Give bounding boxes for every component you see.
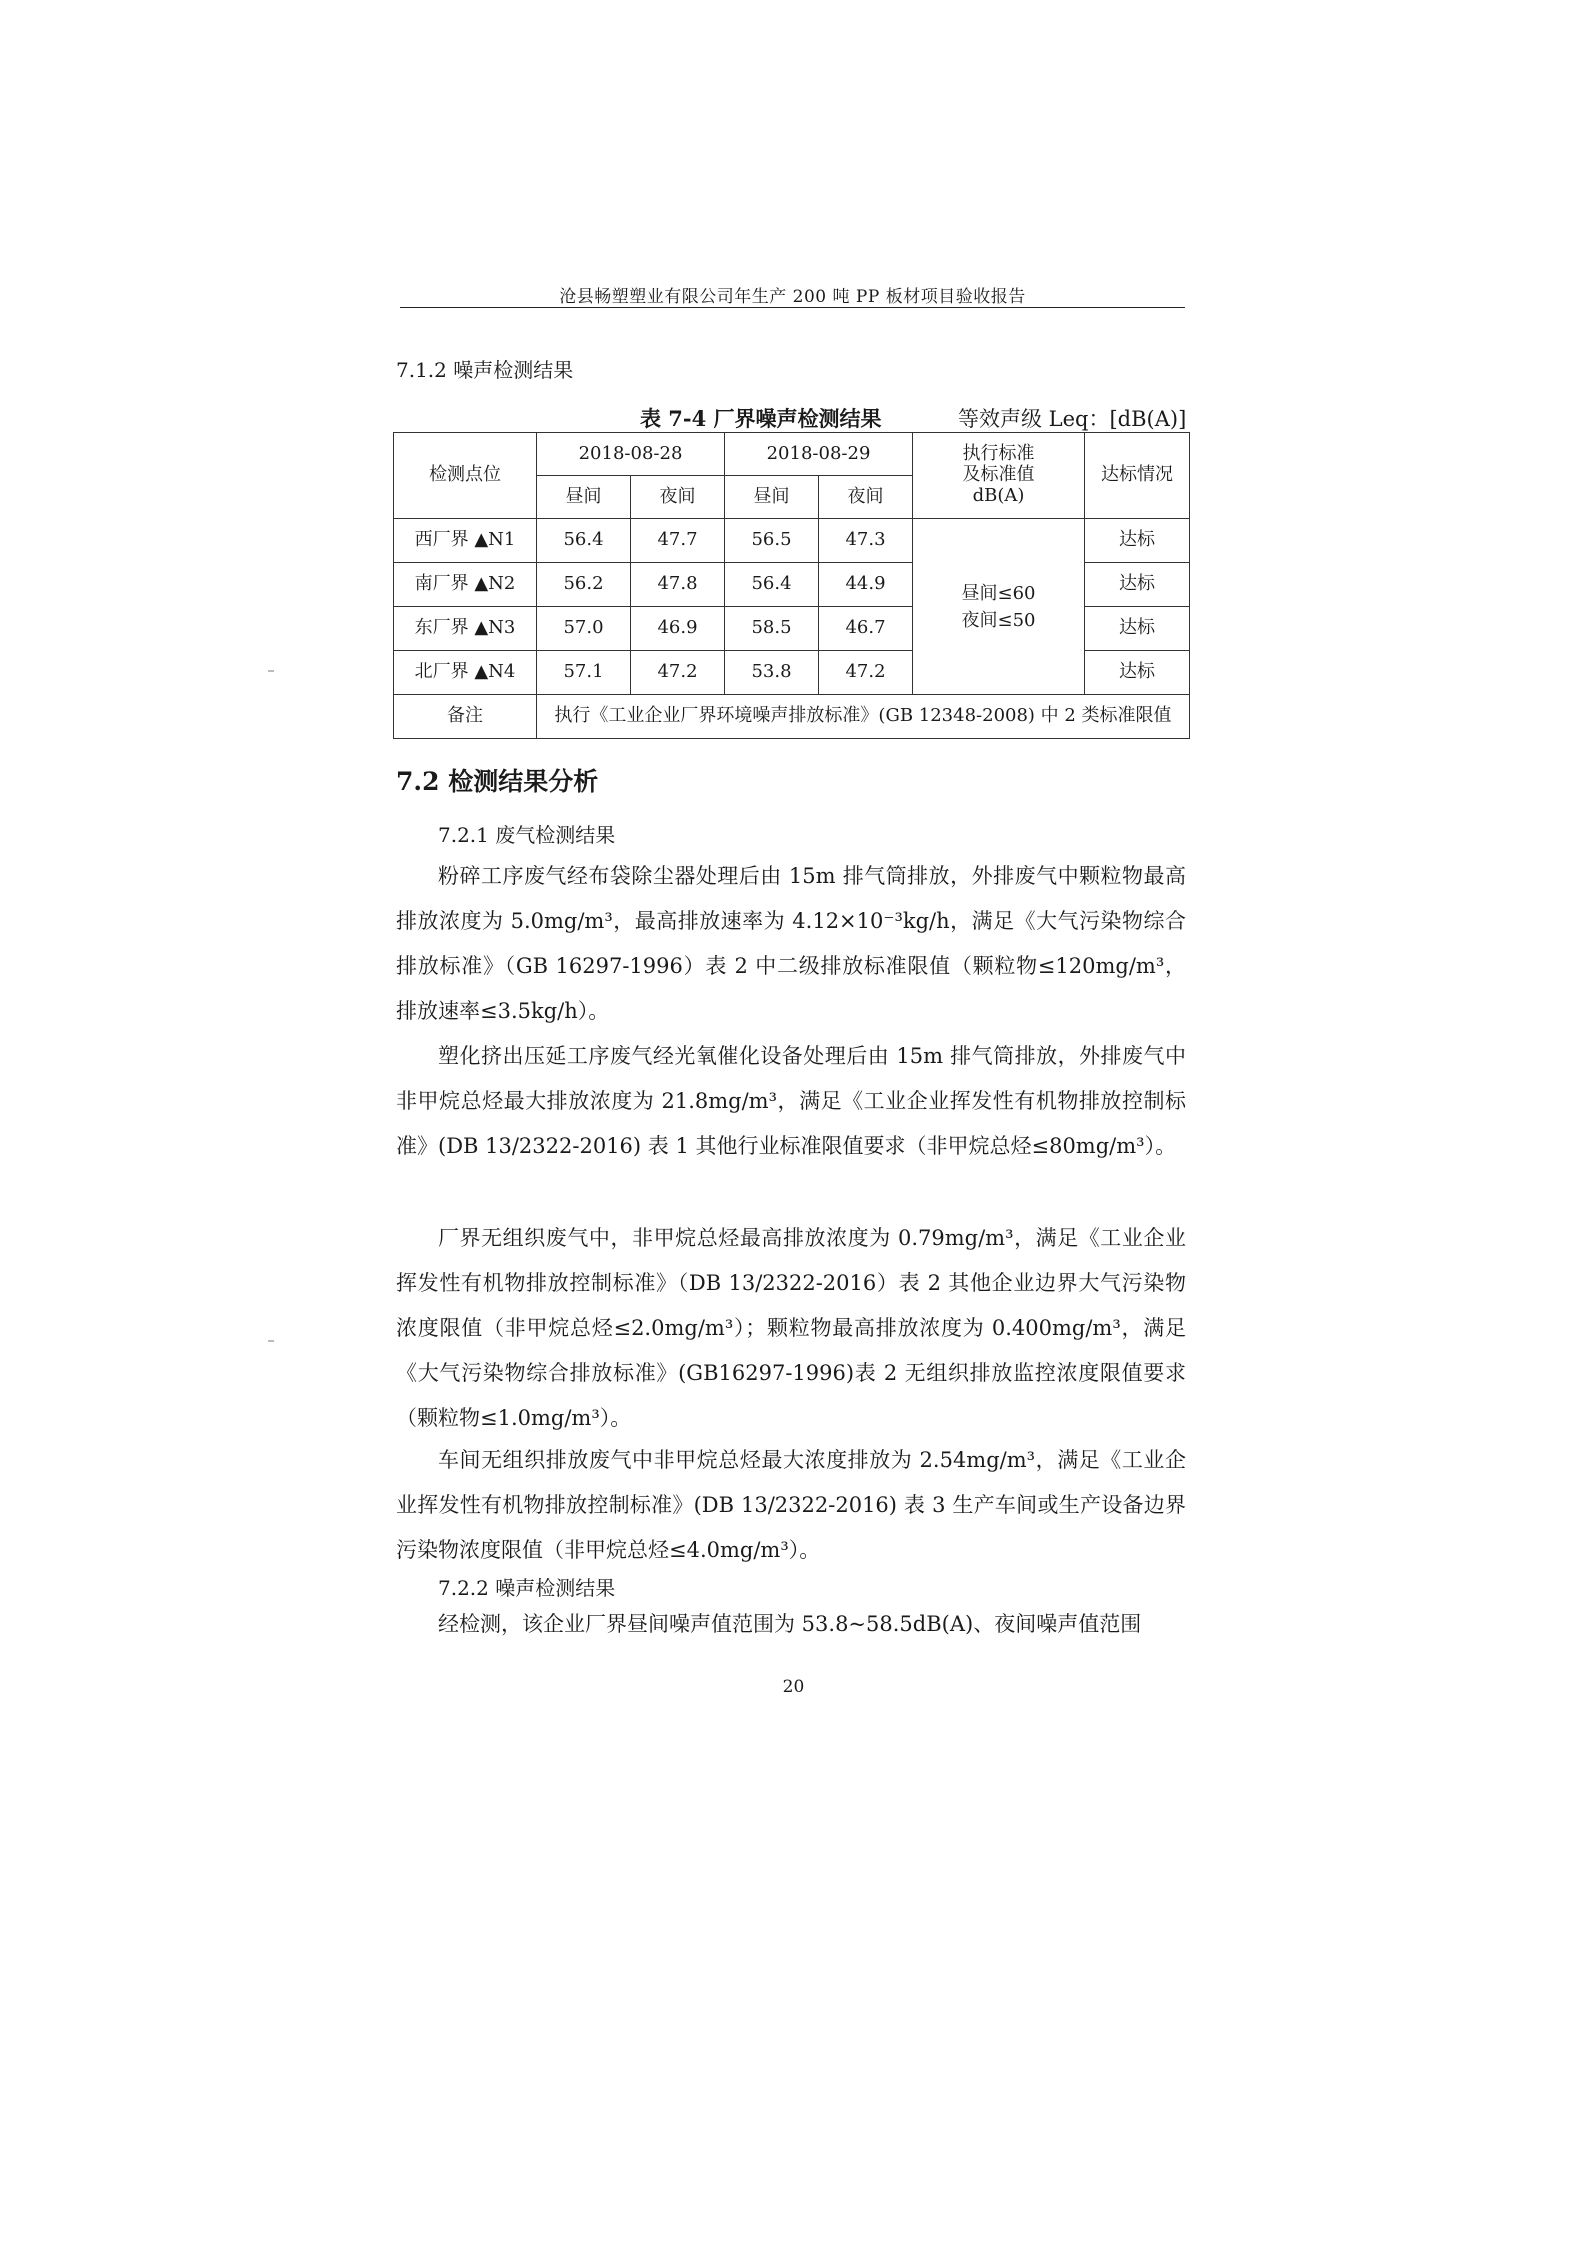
cell-value: 47.2 <box>631 651 725 695</box>
note-text: 执行《工业企业厂界环境噪声排放标准》(GB 12348-2008) 中 2 类标准限值 <box>537 695 1190 739</box>
cell-value: 56.2 <box>537 563 631 607</box>
cell-result: 达标 <box>1085 563 1190 607</box>
table-row <box>394 519 1190 563</box>
cell-value: 56.5 <box>725 519 819 563</box>
section-heading-7-2-2: 7.2.2 噪声检测结果 <box>438 1576 616 1600</box>
paragraph-noise-summary: 经检测，该企业厂界昼间噪声值范围为 53.8~58.5dB(A)、夜间噪声值范围 <box>438 1612 1142 1636</box>
header-d1-night: 夜间 <box>631 476 725 519</box>
cell-value: 44.9 <box>819 563 913 607</box>
table-note-row <box>394 695 1190 739</box>
cell-value: 57.1 <box>537 651 631 695</box>
header-date-1: 2018-08-28 <box>537 433 725 476</box>
cell-value: 46.7 <box>819 607 913 651</box>
page-number: 20 <box>782 1677 805 1697</box>
cell-point: 东厂界 ▲N3 <box>394 607 537 651</box>
header-d2-day: 昼间 <box>725 476 819 519</box>
table-header-row <box>394 433 1190 476</box>
paragraph-boundary-emissions: 厂界无组织废气中，非甲烷总烃最高排放浓度为 0.79mg/m³，满足《工业企业挥发性有机物排放控制标准》（DB 13/2322-2016）表 2 其他企业边界大气污染物浓度限值（非甲烷总烃≤2.0mg/m³）；颗粒物最高排放浓度为 0.400mg/m³，满足《大气污染物综合排放标准》(GB16297-1996)表 2 无组织排放监控浓度限值要求（颗粒物≤1.0mg/m³）。 <box>396 1226 1186 1430</box>
cell-value: 47.3 <box>819 519 913 563</box>
paragraph-dust: 粉碎工序废气经布袋除尘器处理后由 15m 排气筒排放，外排废气中颗粒物最高排放浓度为 5.0mg/m³，最高排放速率为 4.12×10⁻³kg/h，满足《大气污染物综合排放标准》（GB 16297-1996）表 2 中二级排放标准限值（颗粒物≤120mg/m³，排放速率≤3.5kg/h）。 <box>396 864 1186 1023</box>
header-standard-text: 执行标准 及标准值 dB(A) <box>962 443 1035 506</box>
cell-value: 57.0 <box>537 607 631 651</box>
cell-point: 南厂界 ▲N2 <box>394 563 537 607</box>
paragraph-vocs-stack: 塑化挤出压延工序废气经光氧催化设备处理后由 15m 排气筒排放，外排废气中非甲烷总烃最大排放浓度为 21.8mg/m³，满足《工业企业挥发性有机物排放控制标准》(DB 13/2322-2016) 表 1 其他行业标准限值要求（非甲烷总烃≤80mg/m³）。 <box>396 1044 1186 1158</box>
header-point: 检测点位 <box>394 433 537 519</box>
cell-point: 北厂界 ▲N4 <box>394 651 537 695</box>
table-caption <box>640 403 1187 433</box>
cell-value: 47.8 <box>631 563 725 607</box>
header-standard <box>913 433 1085 519</box>
section-heading-7-2-1: 7.2.1 废气检测结果 <box>438 823 616 847</box>
cell-standard-value <box>913 519 1085 695</box>
noise-results-table <box>393 432 1190 739</box>
table-caption-title: 表 7-4 厂界噪声检测结果 <box>640 406 882 431</box>
cell-result: 达标 <box>1085 519 1190 563</box>
cell-value: 58.5 <box>725 607 819 651</box>
cell-value: 46.9 <box>631 607 725 651</box>
header-result: 达标情况 <box>1085 433 1190 519</box>
cell-result: 达标 <box>1085 651 1190 695</box>
section-heading-7-2: 7.2 检测结果分析 <box>396 767 599 796</box>
standard-value-text: 昼间≤60 夜间≤50 <box>961 582 1036 631</box>
paragraph-workshop-emissions: 车间无组织排放废气中非甲烷总烃最大浓度排放为 2.54mg/m³，满足《工业企业挥发性有机物排放控制标准》(DB 13/2322-2016) 表 3 生产车间或生产设备边界污染物浓度限值（非甲烷总烃≤4.0mg/m³）。 <box>396 1448 1186 1562</box>
table-caption-unit: 等效声级 Leq：[dB(A)] <box>958 407 1187 431</box>
scan-speck <box>268 1340 274 1342</box>
cell-value: 47.2 <box>819 651 913 695</box>
header-rule <box>400 307 1185 308</box>
section-heading-7-1-2: 7.1.2 噪声检测结果 <box>396 358 574 382</box>
cell-result: 达标 <box>1085 607 1190 651</box>
note-label: 备注 <box>394 695 537 739</box>
header-date-2: 2018-08-29 <box>725 433 913 476</box>
cell-value: 56.4 <box>537 519 631 563</box>
cell-value: 53.8 <box>725 651 819 695</box>
header-d1-day: 昼间 <box>537 476 631 519</box>
cell-point: 西厂界 ▲N1 <box>394 519 537 563</box>
cell-value: 47.7 <box>631 519 725 563</box>
cell-value: 56.4 <box>725 563 819 607</box>
scan-speck <box>268 670 274 672</box>
header-d2-night: 夜间 <box>819 476 913 519</box>
running-header: 沧县畅塑塑业有限公司年生产 200 吨 PP 板材项目验收报告 <box>559 287 1026 307</box>
